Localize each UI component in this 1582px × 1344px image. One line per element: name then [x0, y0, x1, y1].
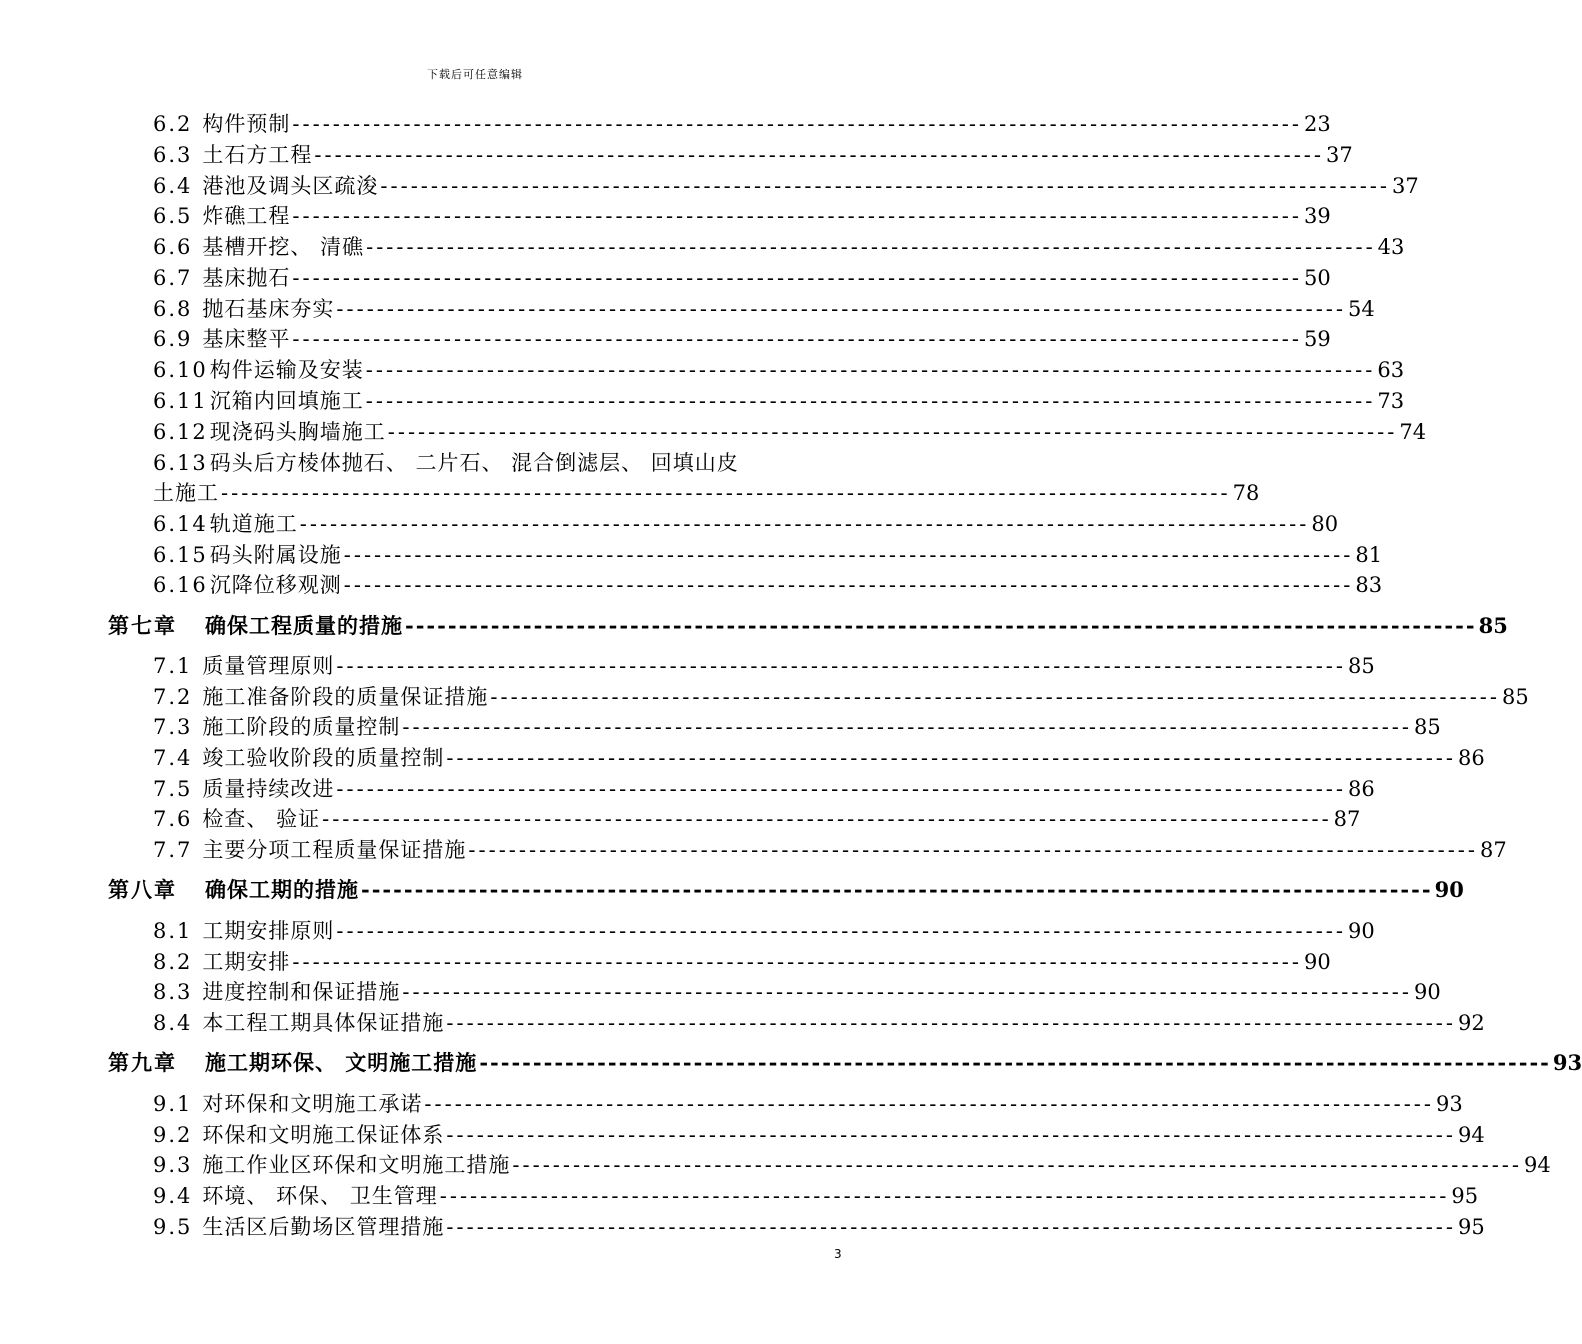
toc-entry	[153, 539, 1383, 569]
toc-leader: ----------------------------------------------------------------------------------------------------	[292, 204, 1302, 228]
toc-entry-title: 港池及调头区疏浚	[202, 174, 379, 198]
toc-entry	[153, 1180, 1479, 1210]
toc-entry-title: 炸礁工程	[202, 204, 291, 228]
toc-entry	[153, 1007, 1485, 1037]
toc-leader: ----------------------------------------------------------------------------------------------------	[343, 543, 1354, 567]
toc-entry-title: 施工准备阶段的质量保证措施	[202, 685, 489, 709]
toc-leader: ----------------------------------------------------------------------------------------------------	[292, 950, 1302, 974]
toc-entry-title: 质量持续改进	[202, 777, 335, 801]
toc-entry-number: 6.5	[153, 204, 193, 228]
toc-leader: ----------------------------------------------------------------------------------------------------	[446, 746, 1456, 770]
toc-chapter-entry	[108, 610, 1508, 640]
toc-leader: ----------------------------------------------------------------------------------------------------	[468, 838, 1478, 862]
toc-entry-number: 7.4	[153, 746, 193, 770]
toc-leader: ----------------------------------------------------------------------------------------------------	[446, 1215, 1456, 1239]
toc-leader: ----------------------------------------------------------------------------------------------------	[292, 327, 1302, 351]
toc-leader: ----------------------------------------------------------------------------------------------------	[336, 919, 1346, 943]
toc-leader: ----------------------------------------------------------------------------------------------------	[299, 512, 1310, 536]
toc-leader: ----------------------------------------------------------------------------------------------------	[439, 1184, 1450, 1208]
toc-entry-page: 95	[1457, 1215, 1485, 1239]
toc-leader: ----------------------------------------------------------------------------------------------------	[336, 297, 1346, 321]
toc-entry-page: 83	[1355, 573, 1383, 597]
toc-entry	[153, 354, 1405, 384]
toc-leader: ----------------------------------------------------------------------------------------------------	[387, 420, 1398, 444]
toc-entry-page: 73	[1377, 389, 1405, 413]
toc-entry-title: 基床整平	[202, 327, 291, 351]
toc-entry-number: 9.4	[153, 1184, 193, 1208]
toc-entry-page: 59	[1303, 327, 1331, 351]
toc-entry-number: 6.13	[153, 451, 208, 475]
toc-entry-number: 6.14	[153, 512, 208, 536]
toc-entry-title: 沉降位移观测	[209, 573, 342, 597]
toc-entry-number: 6.4	[153, 174, 193, 198]
toc-entry-page: 86	[1347, 777, 1375, 801]
toc-entry-title: 检查、 验证	[202, 807, 321, 831]
toc-leader: ----------------------------------------------------------------------------------------------------	[343, 573, 1354, 597]
toc-entry-title: 主要分项工程质量保证措施	[202, 838, 467, 862]
toc-entry	[153, 170, 1419, 200]
toc-entry-title: 基槽开挖、 清礁	[202, 235, 365, 259]
toc-entry-number: 8.3	[153, 980, 193, 1004]
toc-entry	[153, 915, 1375, 945]
toc-entry-page: 81	[1355, 543, 1383, 567]
toc-entry-title: 码头后方棱体抛石、 二片石、 混合倒滤层、 回填山皮	[209, 451, 739, 475]
toc-leader: ----------------------------------------------------------------------------------------------------	[221, 481, 1231, 505]
toc-entry-number: 第八章	[108, 877, 177, 902]
toc-chapter-entry	[108, 874, 1464, 904]
toc-entry-title: 施工作业区环保和文明施工措施	[202, 1153, 511, 1177]
toc-entry	[153, 742, 1485, 772]
toc-entry	[153, 231, 1405, 261]
toc-entry-page: 92	[1457, 1011, 1485, 1035]
toc-entry-page: 80	[1311, 512, 1339, 536]
toc-leader: ----------------------------------------------------------------------------------------------------	[479, 1050, 1551, 1075]
toc-leader: ----------------------------------------------------------------------------------------------------	[402, 715, 1412, 739]
toc-entry	[153, 946, 1331, 976]
toc-entry-number: 6.11	[153, 389, 208, 413]
toc-entry-page: 85	[1347, 654, 1375, 678]
toc-entry-number: 7.3	[153, 715, 193, 739]
toc-entry	[153, 508, 1339, 538]
toc-entry	[153, 976, 1441, 1006]
toc-entry-page: 85	[1501, 685, 1529, 709]
toc-entry-page: 39	[1303, 204, 1331, 228]
toc-entry-title: 土施工	[153, 481, 219, 505]
toc-entry-page: 37	[1391, 174, 1419, 198]
toc-entry	[153, 447, 840, 477]
toc-entry-title: 码头附属设施	[209, 543, 342, 567]
toc-entry	[153, 108, 1331, 138]
toc-entry-page: 87	[1479, 838, 1507, 862]
toc-entry-title: 进度控制和保证措施	[202, 980, 401, 1004]
toc-leader: ----------------------------------------------------------------------------------------------------	[292, 112, 1302, 136]
toc-entry-title: 轨道施工	[209, 512, 298, 536]
toc-entry	[153, 773, 1375, 803]
toc-entry-title: 抛石基床夯实	[202, 297, 335, 321]
toc-entry-number: 6.9	[153, 327, 193, 351]
toc-entry	[153, 569, 1383, 599]
toc-entry	[153, 262, 1331, 292]
toc-entry-number: 6.12	[153, 420, 208, 444]
toc-leader: ----------------------------------------------------------------------------------------------------	[402, 980, 1412, 1004]
toc-entry-title: 工期安排原则	[202, 919, 335, 943]
toc-leader: ----------------------------------------------------------------------------------------------------	[336, 654, 1346, 678]
toc-chapter-entry	[108, 1047, 1582, 1077]
toc-entry-page: 93	[1552, 1050, 1582, 1075]
toc-entry-number: 7.7	[153, 838, 193, 862]
toc-entry-page: 93	[1435, 1092, 1463, 1116]
toc-entry-title: 沉箱内回填施工	[209, 389, 364, 413]
toc-entry-page: 23	[1303, 112, 1331, 136]
toc-leader: ----------------------------------------------------------------------------------------------------	[512, 1153, 1522, 1177]
toc-entry-title: 构件预制	[202, 112, 291, 136]
toc-entry	[153, 834, 1507, 864]
toc-entry-number: 8.1	[153, 919, 193, 943]
toc-entry	[153, 1088, 1463, 1118]
toc-entry-title: 确保工期的措施	[205, 877, 359, 902]
toc-entry-title: 竣工验收阶段的质量控制	[202, 746, 445, 770]
toc-leader: ----------------------------------------------------------------------------------------------------	[405, 613, 1477, 638]
toc-entry	[153, 416, 1427, 446]
toc-entry	[153, 323, 1331, 353]
toc-entry-title: 确保工程质量的措施	[205, 613, 403, 638]
toc-entry-title: 本工程工期具体保证措施	[202, 1011, 445, 1035]
toc-entry-page: 78	[1232, 481, 1260, 505]
toc-entry-title: 环保和文明施工保证体系	[202, 1123, 445, 1147]
toc-entry-number: 6.2	[153, 112, 193, 136]
toc-entry-page: 90	[1347, 919, 1375, 943]
toc-entry	[153, 139, 1353, 169]
toc-entry-title: 生活区后勤场区管理措施	[202, 1215, 445, 1239]
toc-entry-title: 现浇码头胸墙施工	[209, 420, 386, 444]
toc-entry-number: 8.2	[153, 950, 193, 974]
toc-entry-title: 施工阶段的质量控制	[202, 715, 401, 739]
toc-entry	[153, 477, 1260, 507]
toc-entry-title: 工期安排	[202, 950, 291, 974]
toc-entry-title: 土石方工程	[202, 143, 313, 167]
toc-entry-page: 94	[1523, 1153, 1551, 1177]
toc-entry	[153, 385, 1405, 415]
toc-entry-page: 85	[1478, 613, 1508, 638]
toc-entry-title: 构件运输及安装	[209, 358, 364, 382]
toc-entry-title: 质量管理原则	[202, 654, 335, 678]
toc-leader: ----------------------------------------------------------------------------------------------------	[365, 389, 1376, 413]
toc-entry-number: 6.6	[153, 235, 193, 259]
toc-entry-page: 87	[1333, 807, 1361, 831]
toc-leader: ----------------------------------------------------------------------------------------------------	[424, 1092, 1434, 1116]
toc-entry-page: 50	[1303, 266, 1331, 290]
toc-entry-number: 7.1	[153, 654, 193, 678]
toc-entry-title: 基床抛石	[202, 266, 291, 290]
toc-leader: ----------------------------------------------------------------------------------------------------	[366, 235, 1376, 259]
toc-entry-page: 85	[1413, 715, 1441, 739]
page-number: 3	[834, 1247, 842, 1261]
toc-entry-number: 第七章	[108, 613, 177, 638]
toc-entry-page: 37	[1325, 143, 1353, 167]
toc-leader: ----------------------------------------------------------------------------------------------------	[365, 358, 1376, 382]
toc-entry-title: 对环保和文明施工承诺	[202, 1092, 423, 1116]
toc-entry	[153, 681, 1529, 711]
toc-entry	[153, 200, 1331, 230]
toc-leader: ----------------------------------------------------------------------------------------------------	[292, 266, 1302, 290]
toc-entry-number: 8.4	[153, 1011, 193, 1035]
toc-leader: ----------------------------------------------------------------------------------------------------	[314, 143, 1324, 167]
toc-entry-number: 7.6	[153, 807, 193, 831]
toc-entry-page: 94	[1457, 1123, 1485, 1147]
toc-entry-page: 54	[1347, 297, 1375, 321]
toc-entry-title: 施工期环保、 文明施工措施	[205, 1050, 478, 1075]
toc-leader: ----------------------------------------------------------------------------------------------------	[361, 877, 1433, 902]
toc-entry-number: 6.7	[153, 266, 193, 290]
toc-leader: ----------------------------------------------------------------------------------------------------	[446, 1011, 1456, 1035]
toc-entry-page: 95	[1451, 1184, 1479, 1208]
toc-entry	[153, 650, 1375, 680]
toc-entry-number: 第九章	[108, 1050, 177, 1075]
toc-leader: ----------------------------------------------------------------------------------------------------	[490, 685, 1500, 709]
toc-entry-page: 86	[1457, 746, 1485, 770]
toc-entry	[153, 1119, 1485, 1149]
toc-entry-number: 6.15	[153, 543, 208, 567]
header-note: 下载后可任意编辑	[427, 68, 523, 81]
toc-entry-number: 9.1	[153, 1092, 193, 1116]
toc-leader: ----------------------------------------------------------------------------------------------------	[336, 777, 1346, 801]
toc-entry-page: 43	[1377, 235, 1405, 259]
toc-entry-page: 90	[1434, 877, 1464, 902]
toc-entry-page: 63	[1377, 358, 1405, 382]
toc-entry	[153, 1211, 1485, 1241]
toc-entry-title: 环境、 环保、 卫生管理	[202, 1184, 438, 1208]
toc-entry-number: 6.3	[153, 143, 193, 167]
toc-entry-number: 9.2	[153, 1123, 193, 1147]
toc-entry-number: 7.2	[153, 685, 193, 709]
toc-leader: ----------------------------------------------------------------------------------------------------	[380, 174, 1390, 198]
toc-leader: ----------------------------------------------------------------------------------------------------	[446, 1123, 1456, 1147]
toc-entry-number: 9.5	[153, 1215, 193, 1239]
toc-entry-page: 90	[1303, 950, 1331, 974]
toc-entry-number: 9.3	[153, 1153, 193, 1177]
toc-entry-number: 6.10	[153, 358, 208, 382]
toc-entry	[153, 1149, 1551, 1179]
toc-entry	[153, 293, 1375, 323]
toc-entry-number: 6.8	[153, 297, 193, 321]
toc-entry-number: 7.5	[153, 777, 193, 801]
toc-entry-number: 6.16	[153, 573, 208, 597]
toc-leader: ----------------------------------------------------------------------------------------------------	[322, 807, 1332, 831]
toc-entry-page: 90	[1413, 980, 1441, 1004]
toc-entry	[153, 803, 1361, 833]
toc-entry-page: 74	[1399, 420, 1427, 444]
toc-entry	[153, 711, 1441, 741]
